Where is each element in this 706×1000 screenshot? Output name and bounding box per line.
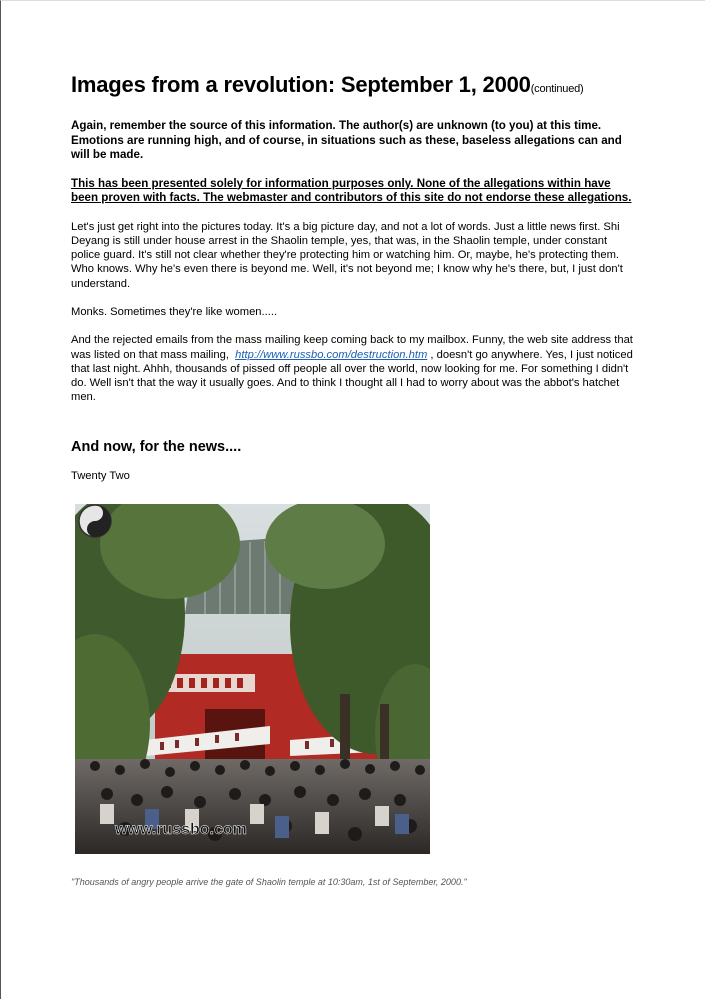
article xyxy=(71,72,637,887)
title-suffix: (continued) xyxy=(530,83,584,95)
shaolin-crowd-photo xyxy=(75,504,430,854)
source-notice: Again, remember the source of this information. The author(s) are unknown (to you) at this time. Emotions are running high, and of course, in situations such as these, baseless allegations can and will be made. xyxy=(71,119,622,161)
paragraph-emails xyxy=(71,333,637,404)
paragraph-emails-text-2: , doesn't go anywhere. Yes, I just noticed that last night. Ahhh, thousands of pissed off people all over the world, now looking for me. For something I didn't do. Well isn't that the way it usually goes. And to think I thought all I had to worry about was the abbot's hatchet men. xyxy=(71,348,633,404)
paragraph-emails-text-1: And the rejected emails from the mass mailing keep coming back to my mailbox. Funny, the web site address that was listed on that mass mailing, xyxy=(71,334,633,361)
title-text: Images from a revolution: September 1, 2000 xyxy=(71,72,531,97)
photo-watermark: www.russbo.com xyxy=(115,821,247,838)
page-title xyxy=(71,72,637,102)
disclaimer: This has been presented solely for information purposes only. None of the allegations within have been proven with facts. The webmaster and contributors of this site do not endorse these allegations. xyxy=(71,176,632,204)
paragraph-intro: Let's just get right into the pictures today. It's a big picture day, and not a lot of words. Just a little news first. Shi Deyang is still under house arrest in the Shaolin temple, yes, that was, in the Shaolin temple, under constant police guard. It's still not clear whether they're protecting him or watching him. Or, maybe, he's protecting them. Who knows. Why he's even there is beyond me. Well, it's not beyond me; I know why he's there, but, I just don't understand. xyxy=(71,220,623,290)
section-heading: And now, for the news.... xyxy=(71,439,242,455)
photo-caption: "Thousands of angry people arrive the gate of Shaolin temple at 10:30am, 1st of September, 2000." xyxy=(71,877,467,887)
photo-subheading: Twenty Two xyxy=(71,470,130,482)
destruction-link[interactable]: http://www.russbo.com/destruction.htm xyxy=(235,348,428,361)
yinyang-logo-icon xyxy=(79,505,111,537)
paragraph-monks: Monks. Sometimes they're like women..... xyxy=(71,305,278,318)
